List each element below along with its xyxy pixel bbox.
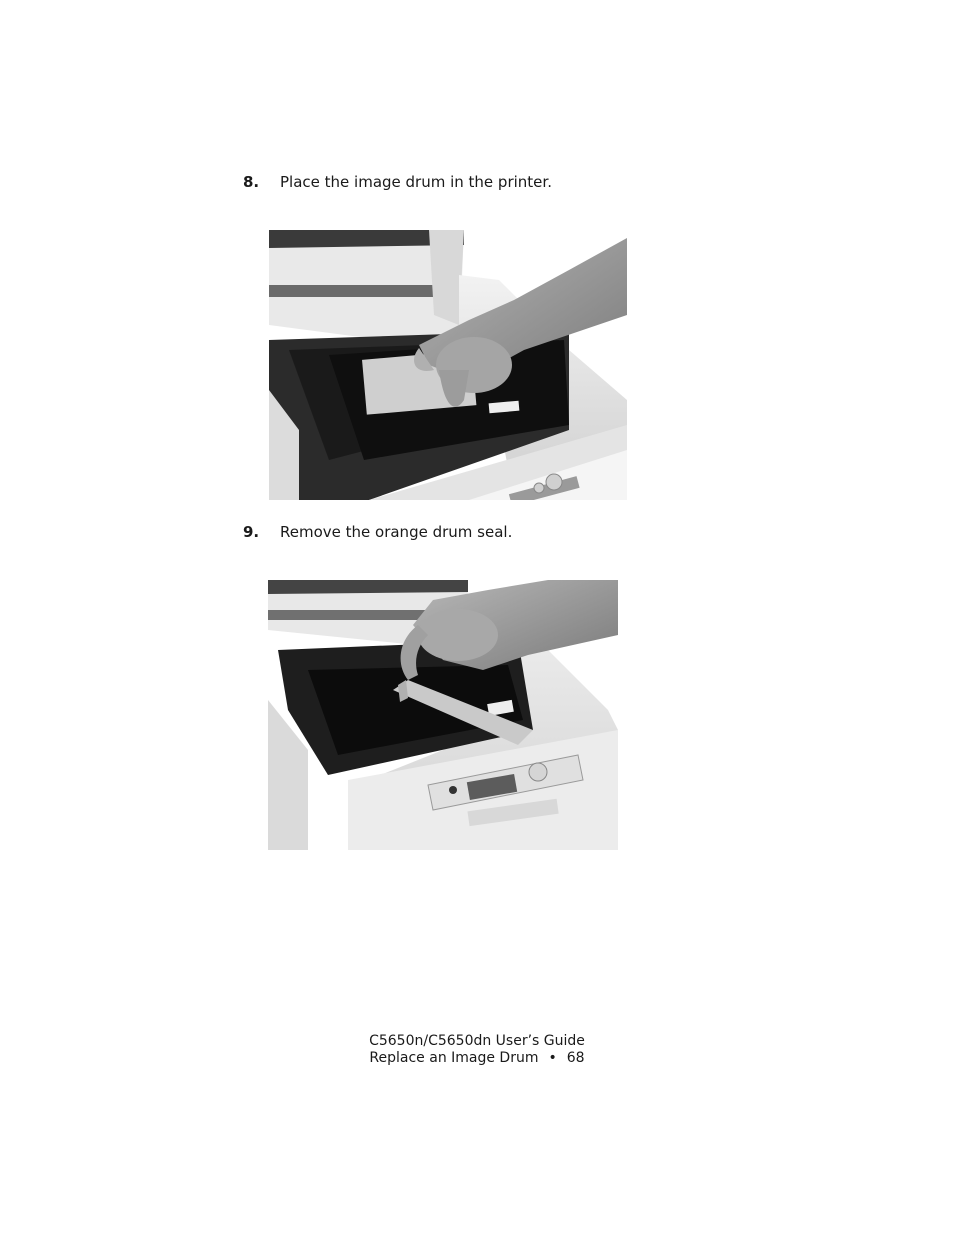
step-text: Remove the orange drum seal. (280, 523, 513, 541)
step-number: 9. (243, 523, 260, 541)
section-name: Replace an Image Drum (369, 1050, 539, 1066)
printer-drum-photo (269, 230, 627, 500)
footer-line (0, 1050, 954, 1067)
step-number: 8. (243, 173, 260, 191)
step-text: Place the image drum in the printer. (280, 173, 552, 191)
guide-title: C5650n/C5650dn User’s Guide (369, 1033, 585, 1049)
printer-seal-photo (268, 580, 618, 850)
page-footer (0, 1033, 954, 1067)
footer-separator: • (548, 1050, 557, 1066)
photo-place-drum (269, 230, 627, 500)
photo-remove-seal (268, 580, 618, 850)
page-number: 68 (566, 1050, 585, 1066)
